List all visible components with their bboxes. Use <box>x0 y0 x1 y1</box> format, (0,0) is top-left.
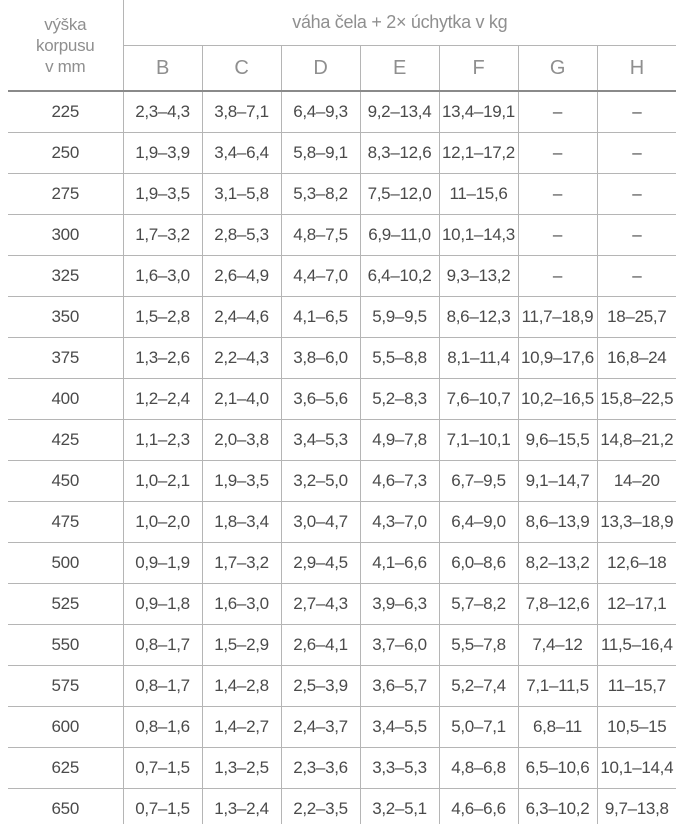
cell-f-250: 12,1–17,2 <box>439 133 518 174</box>
cell-g-625: 6,5–10,6 <box>518 748 597 789</box>
cell-e-250: 8,3–12,6 <box>360 133 439 174</box>
row-header-height: 400 <box>8 379 123 420</box>
cell-c-375: 2,2–4,3 <box>202 338 281 379</box>
cell-d-425: 3,4–5,3 <box>281 420 360 461</box>
cell-c-325: 2,6–4,9 <box>202 256 281 297</box>
column-header-d: D <box>281 46 360 92</box>
cell-h-350: 18–25,7 <box>597 297 676 338</box>
cell-e-350: 5,9–9,5 <box>360 297 439 338</box>
cell-g-325: – <box>518 256 597 297</box>
group-header-row <box>8 0 676 46</box>
cell-d-550: 2,6–4,1 <box>281 625 360 666</box>
row-header-height: 275 <box>8 174 123 215</box>
cell-f-600: 5,0–7,1 <box>439 707 518 748</box>
cell-h-450: 14–20 <box>597 461 676 502</box>
cell-c-275: 3,1–5,8 <box>202 174 281 215</box>
cell-e-325: 6,4–10,2 <box>360 256 439 297</box>
cell-b-625: 0,7–1,5 <box>123 748 202 789</box>
cell-d-250: 5,8–9,1 <box>281 133 360 174</box>
table-row <box>8 707 676 748</box>
cell-d-650: 2,2–3,5 <box>281 789 360 824</box>
row-header-height: 650 <box>8 789 123 824</box>
cell-d-225: 6,4–9,3 <box>281 91 360 133</box>
cell-c-475: 1,8–3,4 <box>202 502 281 543</box>
cell-b-375: 1,3–2,6 <box>123 338 202 379</box>
cell-d-325: 4,4–7,0 <box>281 256 360 297</box>
cell-g-400: 10,2–16,5 <box>518 379 597 420</box>
cell-h-250: – <box>597 133 676 174</box>
cell-e-425: 4,9–7,8 <box>360 420 439 461</box>
cell-c-575: 1,4–2,8 <box>202 666 281 707</box>
row-header-height: 425 <box>8 420 123 461</box>
cell-c-425: 2,0–3,8 <box>202 420 281 461</box>
cell-g-550: 7,4–12 <box>518 625 597 666</box>
cell-f-400: 7,6–10,7 <box>439 379 518 420</box>
table-row <box>8 666 676 707</box>
cell-d-500: 2,9–4,5 <box>281 543 360 584</box>
cell-h-425: 14,8–21,2 <box>597 420 676 461</box>
cell-f-450: 6,7–9,5 <box>439 461 518 502</box>
table-row <box>8 297 676 338</box>
row-header-height: 600 <box>8 707 123 748</box>
table-row <box>8 748 676 789</box>
cell-e-275: 7,5–12,0 <box>360 174 439 215</box>
cell-f-575: 5,2–7,4 <box>439 666 518 707</box>
cell-f-350: 8,6–12,3 <box>439 297 518 338</box>
cell-e-225: 9,2–13,4 <box>360 91 439 133</box>
row-header-height: 475 <box>8 502 123 543</box>
cell-g-500: 8,2–13,2 <box>518 543 597 584</box>
cell-c-600: 1,4–2,7 <box>202 707 281 748</box>
table-row <box>8 625 676 666</box>
cell-b-425: 1,1–2,3 <box>123 420 202 461</box>
cell-g-475: 8,6–13,9 <box>518 502 597 543</box>
table-row <box>8 91 676 133</box>
cell-c-525: 1,6–3,0 <box>202 584 281 625</box>
cell-c-450: 1,9–3,5 <box>202 461 281 502</box>
cell-b-250: 1,9–3,9 <box>123 133 202 174</box>
column-header-g: G <box>518 46 597 92</box>
cell-b-325: 1,6–3,0 <box>123 256 202 297</box>
cell-b-650: 0,7–1,5 <box>123 789 202 824</box>
cell-f-300: 10,1–14,3 <box>439 215 518 256</box>
cell-d-575: 2,5–3,9 <box>281 666 360 707</box>
cell-e-450: 4,6–7,3 <box>360 461 439 502</box>
table-row <box>8 256 676 297</box>
cell-b-600: 0,8–1,6 <box>123 707 202 748</box>
row-header-height: 450 <box>8 461 123 502</box>
cell-b-575: 0,8–1,7 <box>123 666 202 707</box>
table-row <box>8 543 676 584</box>
cell-h-300: – <box>597 215 676 256</box>
group-header-weight-label: váha čela + 2× úchytka v kg <box>123 0 676 46</box>
cell-g-450: 9,1–14,7 <box>518 461 597 502</box>
cell-f-650: 4,6–6,6 <box>439 789 518 824</box>
cell-h-525: 12–17,1 <box>597 584 676 625</box>
cell-d-600: 2,4–3,7 <box>281 707 360 748</box>
row-header-height: 575 <box>8 666 123 707</box>
table-row <box>8 379 676 420</box>
cell-c-500: 1,7–3,2 <box>202 543 281 584</box>
cell-g-525: 7,8–12,6 <box>518 584 597 625</box>
table-row <box>8 133 676 174</box>
cell-h-475: 13,3–18,9 <box>597 502 676 543</box>
cell-e-650: 3,2–5,1 <box>360 789 439 824</box>
row-header-height: 625 <box>8 748 123 789</box>
cell-e-600: 3,4–5,5 <box>360 707 439 748</box>
column-header-c: C <box>202 46 281 92</box>
cell-f-550: 5,5–7,8 <box>439 625 518 666</box>
cell-d-275: 5,3–8,2 <box>281 174 360 215</box>
cell-e-500: 4,1–6,6 <box>360 543 439 584</box>
cell-b-350: 1,5–2,8 <box>123 297 202 338</box>
cell-b-525: 0,9–1,8 <box>123 584 202 625</box>
cell-f-475: 6,4–9,0 <box>439 502 518 543</box>
cell-b-225: 2,3–4,3 <box>123 91 202 133</box>
cell-b-475: 1,0–2,0 <box>123 502 202 543</box>
cell-d-625: 2,3–3,6 <box>281 748 360 789</box>
row-header-height: 325 <box>8 256 123 297</box>
cell-h-500: 12,6–18 <box>597 543 676 584</box>
cell-b-550: 0,8–1,7 <box>123 625 202 666</box>
row-header-height: 300 <box>8 215 123 256</box>
cell-g-375: 10,9–17,6 <box>518 338 597 379</box>
cell-d-350: 4,1–6,5 <box>281 297 360 338</box>
cell-b-275: 1,9–3,5 <box>123 174 202 215</box>
cell-f-625: 4,8–6,8 <box>439 748 518 789</box>
cell-b-450: 1,0–2,1 <box>123 461 202 502</box>
cell-g-225: – <box>518 91 597 133</box>
cell-g-600: 6,8–11 <box>518 707 597 748</box>
table-row <box>8 502 676 543</box>
cell-e-375: 5,5–8,8 <box>360 338 439 379</box>
cell-h-375: 16,8–24 <box>597 338 676 379</box>
cell-d-400: 3,6–5,6 <box>281 379 360 420</box>
cell-c-550: 1,5–2,9 <box>202 625 281 666</box>
cell-d-450: 3,2–5,0 <box>281 461 360 502</box>
cell-g-275: – <box>518 174 597 215</box>
cell-e-300: 6,9–11,0 <box>360 215 439 256</box>
column-header-f: F <box>439 46 518 92</box>
row-header-height: 350 <box>8 297 123 338</box>
corner-header-height-label: výška korpusu v mm <box>8 0 123 91</box>
cell-h-650: 9,7–13,8 <box>597 789 676 824</box>
column-header-h: H <box>597 46 676 92</box>
cell-g-300: – <box>518 215 597 256</box>
cell-h-400: 15,8–22,5 <box>597 379 676 420</box>
cell-g-250: – <box>518 133 597 174</box>
row-header-height: 550 <box>8 625 123 666</box>
column-header-b: B <box>123 46 202 92</box>
cell-g-650: 6,3–10,2 <box>518 789 597 824</box>
cell-f-375: 8,1–11,4 <box>439 338 518 379</box>
cell-b-400: 1,2–2,4 <box>123 379 202 420</box>
cell-e-400: 5,2–8,3 <box>360 379 439 420</box>
cell-g-425: 9,6–15,5 <box>518 420 597 461</box>
table-row <box>8 420 676 461</box>
cell-h-625: 10,1–14,4 <box>597 748 676 789</box>
cell-f-225: 13,4–19,1 <box>439 91 518 133</box>
row-header-height: 250 <box>8 133 123 174</box>
cell-d-475: 3,0–4,7 <box>281 502 360 543</box>
row-header-height: 500 <box>8 543 123 584</box>
cell-c-250: 3,4–6,4 <box>202 133 281 174</box>
cell-d-375: 3,8–6,0 <box>281 338 360 379</box>
cell-h-550: 11,5–16,4 <box>597 625 676 666</box>
table-row <box>8 461 676 502</box>
cell-h-225: – <box>597 91 676 133</box>
weight-table <box>8 0 676 824</box>
cell-g-350: 11,7–18,9 <box>518 297 597 338</box>
table-row <box>8 584 676 625</box>
cell-g-575: 7,1–11,5 <box>518 666 597 707</box>
table-row <box>8 789 676 824</box>
cell-f-425: 7,1–10,1 <box>439 420 518 461</box>
cell-e-550: 3,7–6,0 <box>360 625 439 666</box>
table-row <box>8 215 676 256</box>
cell-c-225: 3,8–7,1 <box>202 91 281 133</box>
row-header-height: 375 <box>8 338 123 379</box>
cell-h-600: 10,5–15 <box>597 707 676 748</box>
cell-b-500: 0,9–1,9 <box>123 543 202 584</box>
cell-c-350: 2,4–4,6 <box>202 297 281 338</box>
cell-c-400: 2,1–4,0 <box>202 379 281 420</box>
cell-c-650: 1,3–2,4 <box>202 789 281 824</box>
cell-c-300: 2,8–5,3 <box>202 215 281 256</box>
cell-d-525: 2,7–4,3 <box>281 584 360 625</box>
cell-f-525: 5,7–8,2 <box>439 584 518 625</box>
cell-f-325: 9,3–13,2 <box>439 256 518 297</box>
row-header-height: 525 <box>8 584 123 625</box>
cell-b-300: 1,7–3,2 <box>123 215 202 256</box>
row-header-height: 225 <box>8 91 123 133</box>
cell-h-575: 11–15,7 <box>597 666 676 707</box>
cell-d-300: 4,8–7,5 <box>281 215 360 256</box>
cell-h-275: – <box>597 174 676 215</box>
cell-f-500: 6,0–8,6 <box>439 543 518 584</box>
cell-c-625: 1,3–2,5 <box>202 748 281 789</box>
cell-h-325: – <box>597 256 676 297</box>
cell-e-525: 3,9–6,3 <box>360 584 439 625</box>
cell-e-625: 3,3–5,3 <box>360 748 439 789</box>
table-row <box>8 174 676 215</box>
cell-f-275: 11–15,6 <box>439 174 518 215</box>
table-row <box>8 338 676 379</box>
cell-e-575: 3,6–5,7 <box>360 666 439 707</box>
cell-e-475: 4,3–7,0 <box>360 502 439 543</box>
column-header-e: E <box>360 46 439 92</box>
